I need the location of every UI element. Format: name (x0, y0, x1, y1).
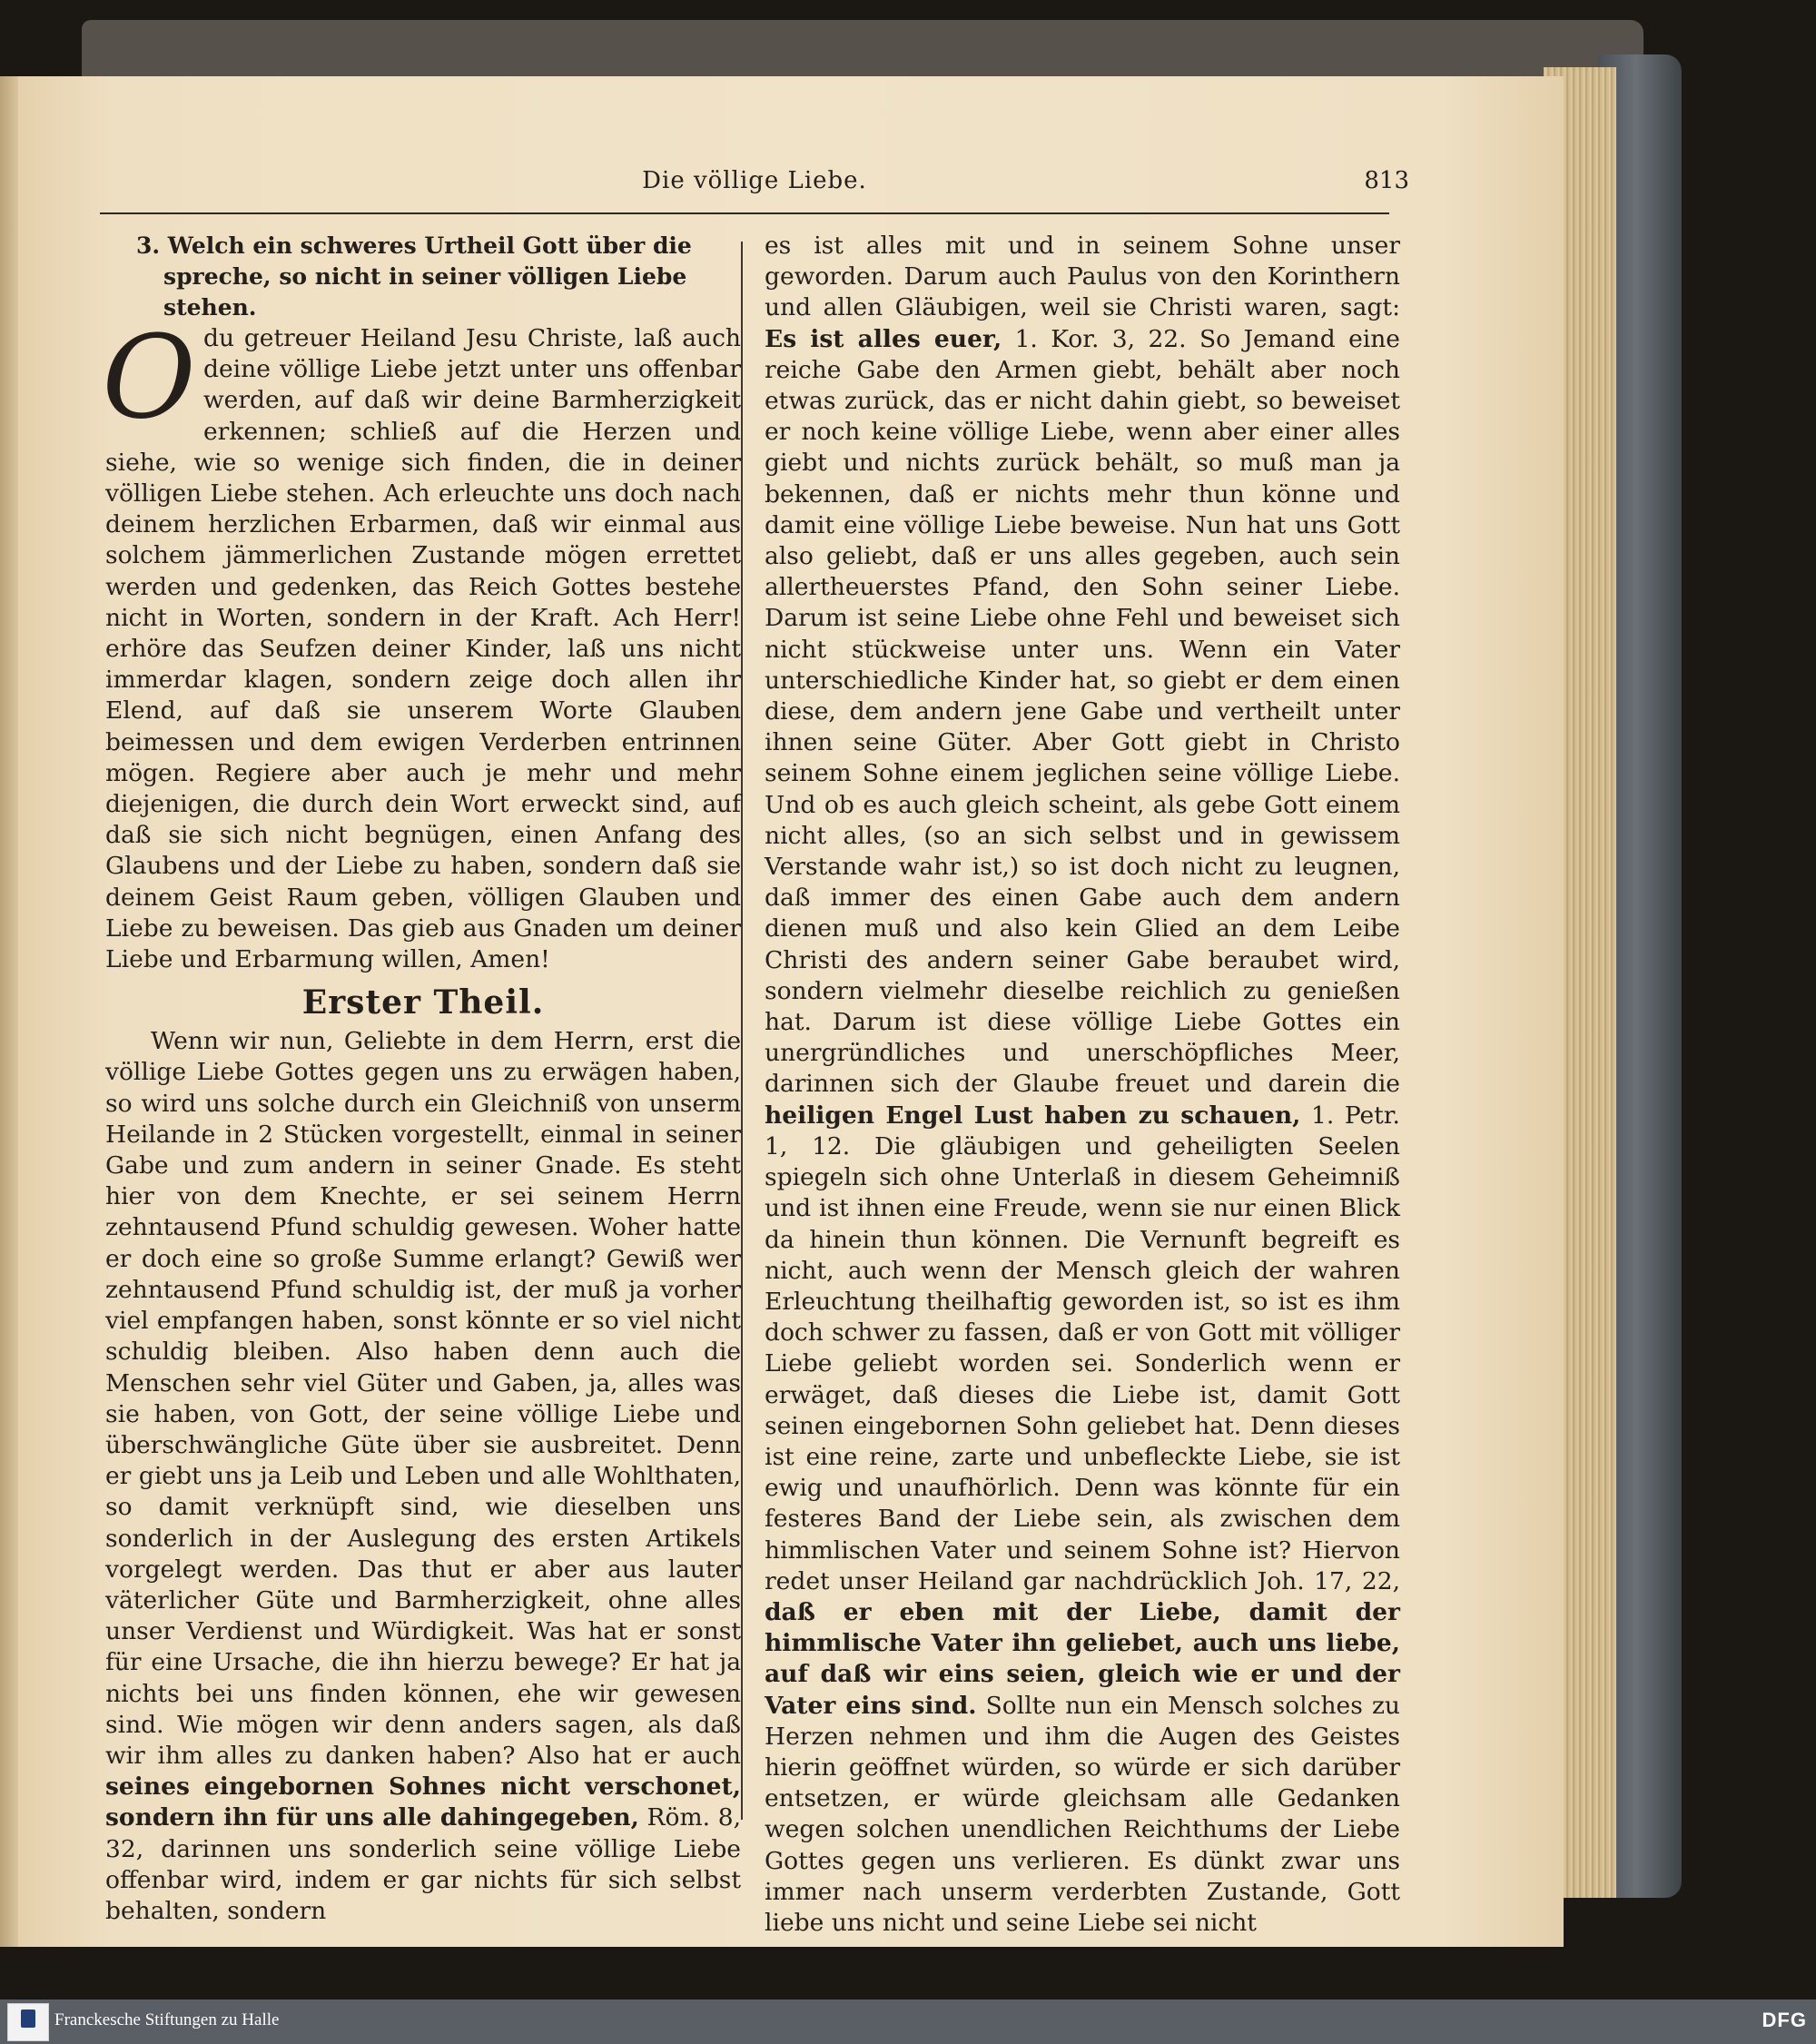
institution-logo-icon (7, 2003, 49, 2041)
institution-name: Franckesche Stiftungen zu Halle (54, 2010, 280, 2029)
emphasized-quote: Es ist alles euer, (765, 324, 1002, 353)
body-text: es ist alles mit und in seinem Sohne unser geworden. Darum auch Paulus von den Korinthern und allen Gläubigen, weil sie Christi waren, sagt: (765, 232, 1400, 322)
body-text: 1. Petr. 1, 12. Die gläubigen und geheiligten Seelen spiegeln sich ohne Unterlaß in diesem Geheimniß und ist ihnen eine Freude, wenn sie nur einen Blick da hinein thun können. Die Vernunft begreift es nicht, auch wenn der Mensch gleich der wahren Erleuchtung theilhaftig geworden ist, so ist es ihm doch schwer zu fassen, daß er von Gott mit völliger Liebe geliebt worden sei. Sonderlich wenn er erwäget, daß dieses die Liebe ist, damit Gott seinen eingebornen Sohn geliebet hat. Denn dieses ist eine reine, zarte und unbefleckte Liebe, sie ist ewig und unaufhörlich. Denn was könnte für ein festeres Band der Liebe sein, als zwischen dem himmlischen Vater und seinem Sohne ist? Hiervon redet unser Heiland gar nachdrücklich Joh. 17, 22, (765, 1101, 1400, 1595)
dfg-logo: DFG (1762, 2009, 1807, 2031)
running-head (100, 167, 1409, 212)
running-title: Die völlige Liebe. (642, 167, 867, 194)
column-rule (741, 242, 743, 1820)
left-column (102, 231, 741, 1927)
header-rule (100, 212, 1389, 214)
section-heading: 3. Welch ein schweres Urtheil Gott über die spreche, so nicht in seiner völligen Liebe stehen. (136, 232, 692, 321)
viewer-footer (0, 2000, 1816, 2044)
previous-page-edge (0, 76, 20, 1947)
body-text: Wenn wir nun, Geliebte in dem Herrn, erst die völlige Liebe Gottes gegen uns zu erwägen haben, so wird uns solche durch ein Gleichniß von unserm Heilande in 2 Stücken vorgestellt, einmal in seiner Gabe und zum andern in seiner Gnade. Es steht hier von dem Knechte, er sei seinem Herrn zehntausend Pfund schuldig gewesen. Woher hatte er doch eine so große Summe erlangt? Gewiß wer zehntausend Pfund schuldig ist, der muß ja vorher viel empfangen haben, sonst könnte er so viel nicht schuldig bleiben. Also haben denn auch die Menschen sehr viel Güter und Gaben, ja, alles was sie haben, von Gott, der seine völlige Liebe und überschwängliche Güte über sie ausbreitet. Denn er giebt uns ja Leib und Leben und alle Wohlthaten, so damit verknüpft sind, wie dieselben uns sonderlich in der Auslegung des ersten Artikels vorgelegt werden. Das thut er aber aus lauter väterlicher Güte und Barmherzigkeit, ohne alles unser Verdienst und Würdigkeit. Was hat er sonst für eine Ursache, die ihn hierzu bewege? Er hat ja nichts bei uns finden können, ehe wir gewesen sind. Wie mögen wir denn anders sagen, als daß wir ihm alles zu danken haben? Also hat er auch (105, 1027, 741, 1770)
body-text-end: Röm. 8, 32, darinnen uns sonderlich seine völlige Liebe offenbar wird, indem er gar nichts für sich selbst behalten, sondern (105, 1803, 741, 1925)
page-number: 813 (1364, 167, 1409, 194)
emphasized-quote: seines eingebornen Sohnes nicht verschonet, sondern ihn für uns alle dahingegeben, (105, 1772, 741, 1832)
emphasized-quote: daß er eben mit der Liebe, damit der himmlische Vater ihn geliebet, auch uns liebe, auf daß wir eins seien, gleich wie er und der Vater eins sind. (765, 1597, 1400, 1720)
book-page (18, 76, 1564, 1947)
drop-cap-initial: O (102, 311, 196, 444)
body-text: 1. Kor. 3, 22. So Jemand eine reiche Gabe den Armen giebt, behält aber noch etwas zurück, das er nicht dahin giebt, so beweiset er noch keine völlige Liebe, wenn aber einer alles giebt und nichts zurück behält, so muß man ja bekennen, daß er nichts mehr thun könne und damit eine völlige Liebe beweise. Nun hat uns Gott also geliebt, daß er uns alles gegeben, auch sein allertheuerstes Pfand, den Sohn seiner Liebe. Darum ist seine Liebe ohne Fehl und beweiset sich nicht stückweise unter uns. Wenn ein Vater unterschiedliche Kinder hat, so giebt er dem einen diese, dem andern jene Gabe und vertheilt unter ihnen seine Güter. Aber Gott giebt in Christo seinem Sohne einem jeglichen seine völlige Liebe. Und ob es auch gleich scheint, als gebe Gott einem nicht alles, (so an sich selbst und in gewissem Verstande wahr ist,) so ist doch nicht zu leugnen, daß immer des einen Gabe auch dem andern dienen muß und also kein Glied an dem Leibe Christi des andern seiner Gabe beraubet wird, sondern vielmehr dieselbe reichlich zu genießen hat. Darum ist diese völlige Liebe Gottes ein unergründliches und unerschöpfliches Meer, darinnen sich der Glaube freuet und darein die (765, 324, 1400, 1099)
body-paragraph-continued (765, 231, 1400, 1939)
book-cover-top (82, 20, 1643, 84)
emphasized-quote: heiligen Engel Lust haben zu schauen, (765, 1101, 1301, 1130)
body-text: Sollte nun ein Mensch solches zu Herzen nehmen und ihm die Augen des Geistes hierin geöffnet würden, so würde er sich darüber entsetzen, er würde gleichsam alle Gedanken wegen solchen unendlichen Reichthums der Liebe Gottes gegen uns verlieren. Es dünkt zwar uns immer nach unserm verderbten Zustande, Gott liebe uns nicht und seine Liebe sei nicht (765, 1691, 1400, 1937)
right-column (765, 231, 1400, 1939)
prayer-paragraph: du getreuer Heiland Jesu Christe, laß auch deine völlige Liebe jetzt unter uns offenbar werden, auf daß wir deine Barmherzigkeit erkennen; schließ auf die Herzen und siehe, wie so wenige sich finden, die in deiner völligen Liebe stehen. Ach erleuchte uns doch nach deinem herzlichen Erbarmen, daß wir einmal aus solchem jämmerlichen Zustande mögen errettet werden und gedenken, das Reich Gottes bestehe nicht in Worten, sondern in der Kraft. Ach Herr! erhöre das Seufzen deiner Kinder, laß uns nicht immerdar klagen, sondern zeige doch allen ihr Elend, auf daß sie unserem Worte Glauben beimessen und dem ewigen Verderben entrinnen mögen. Regiere aber auch je mehr und mehr diejenigen, die durch dein Wort erweckt sind, auf daß sie sich nicht begnügen, einen Anfang des Glaubens und der Liebe zu haben, sondern daß sie deinem Geist Raum geben, völligen Glauben und Liebe zu beweisen. Das gieb aus Gnaden um deiner Liebe und Erbarmung willen, Amen! (105, 324, 741, 974)
part-title: Erster Theil. (301, 983, 545, 1022)
logo-mark (21, 2009, 35, 2028)
body-paragraph (105, 1026, 741, 1927)
